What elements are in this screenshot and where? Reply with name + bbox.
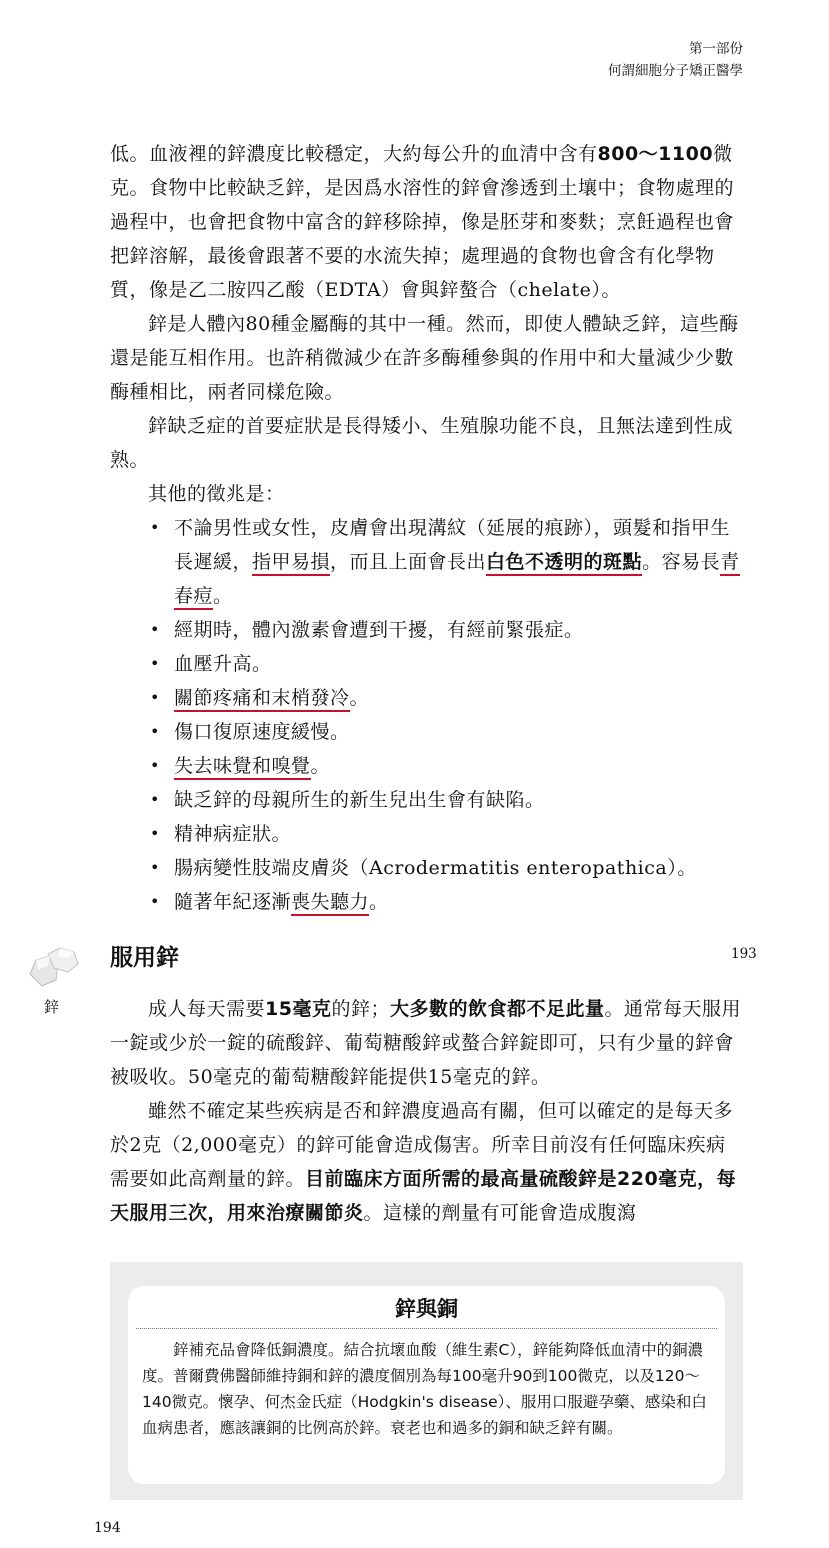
box-title: 鋅與銅 [395, 1297, 458, 1321]
sidebar-box [110, 1262, 743, 1500]
list-item: • 失去味覺和嗅覺。 [110, 749, 744, 783]
sidebar-box-card [128, 1286, 725, 1484]
list-item: • 缺乏鋅的母親所生的新生兒出生會有缺陷。 [110, 783, 744, 817]
paragraph-1: 低。血液裡的鋅濃度比較穩定，大約每公升的血清中含有800～1100微克。食物中比較缺乏鋅，是因爲水溶性的鋅會滲透到土壤中；食物處理的過程中，也會把食物中富含的鋅移除掉，像是胚芽和麥麩；烹飪過程也會把鋅溶解，最後會跟著不要的水流失掉；處理過的食物也會含有化學物質，像是乙二胺四乙酸（EDTA）會與鋅螯合（chelate）。 [110, 143, 735, 301]
paragraph-4: 其他的徵兆是： [148, 483, 285, 505]
zinc-mineral-icon [24, 944, 86, 990]
list-item: • 經期時，體內激素會遭到干擾，有經前緊張症。 [110, 613, 744, 647]
list-item: • 血壓升高。 [110, 647, 744, 681]
right-page-number: 193 [731, 946, 757, 962]
list-item: • 隨著年紀逐漸喪失聽力。 [110, 885, 744, 919]
main-text-bottom [110, 992, 744, 1230]
paragraph-6: 雖然不確定某些疾病是否和鋅濃度過高有關，但可以確定的是每天多於2克（2,000毫克）的鋅可能會造成傷害。所幸目前沒有任何臨床疾病需要如此高劑量的鋅。目前臨床方面所需的最高量硫酸鋅是220毫克，每天服用三次，用來治療關節炎。這樣的劑量有可能會造成腹瀉 [110, 1100, 737, 1224]
paragraph-5: 成人每天需要15毫克的鋅；大多數的飲食都不足此量。通常每天服用一錠或少於一錠的硫酸鋅、葡萄糖酸鋅或螯合鋅錠即可，只有少量的鋅會被吸收。50毫克的葡萄糖酸鋅能提供15毫克的鋅。 [110, 998, 742, 1088]
side-tab-label: 鋅 [44, 998, 60, 1016]
box-text: 鋅補充品會降低銅濃度。結合抗壞血酸（維生素C），鋅能夠降低血清中的銅濃度。普爾費佛醫師維持銅和鋅的濃度個別為每100毫升90到100微克，以及120～140微克。懷孕、何杰金氏症（Hodgkin's disease）、服用口服避孕藥、感染和白血病患者，應該讓銅的比例高於鋅。衰老也和過多的銅和缺乏鋅有關。 [142, 1341, 707, 1437]
main-text-top [110, 137, 744, 919]
header-part: 第一部份 [689, 41, 743, 57]
list-item: • 傷口復原速度緩慢。 [110, 715, 744, 749]
list-item: • 精神病症狀。 [110, 817, 744, 851]
list-item: • 不論男性或女性，皮膚會出現溝紋（延展的痕跡），頭髮和指甲生長遲緩，指甲易損，而且上面會長出白色不透明的斑點。容易長青春痘。 [110, 511, 744, 613]
section-title: 服用鋅 [110, 945, 179, 971]
list-item: • 腸病變性肢端皮膚炎（Acrodermatitis enteropathica）。 [110, 851, 744, 885]
list-item: • 關節疼痛和末梢發冷。 [110, 681, 744, 715]
symptom-list [110, 511, 744, 919]
header-subtitle: 何謂細胞分子矯正醫學 [608, 63, 743, 79]
paragraph-3: 鋅缺乏症的首要症狀是長得矮小、生殖腺功能不良，且無法達到性成熟。 [110, 415, 734, 471]
page-number: 194 [94, 1520, 121, 1536]
running-header [608, 38, 743, 82]
paragraph-2: 鋅是人體內80種金屬酶的其中一種。然而，即使人體缺乏鋅，這些酶還是能互相作用。也許稍微減少在許多酶種參與的作用中和大量減少少數酶種相比，兩者同樣危險。 [110, 313, 739, 403]
